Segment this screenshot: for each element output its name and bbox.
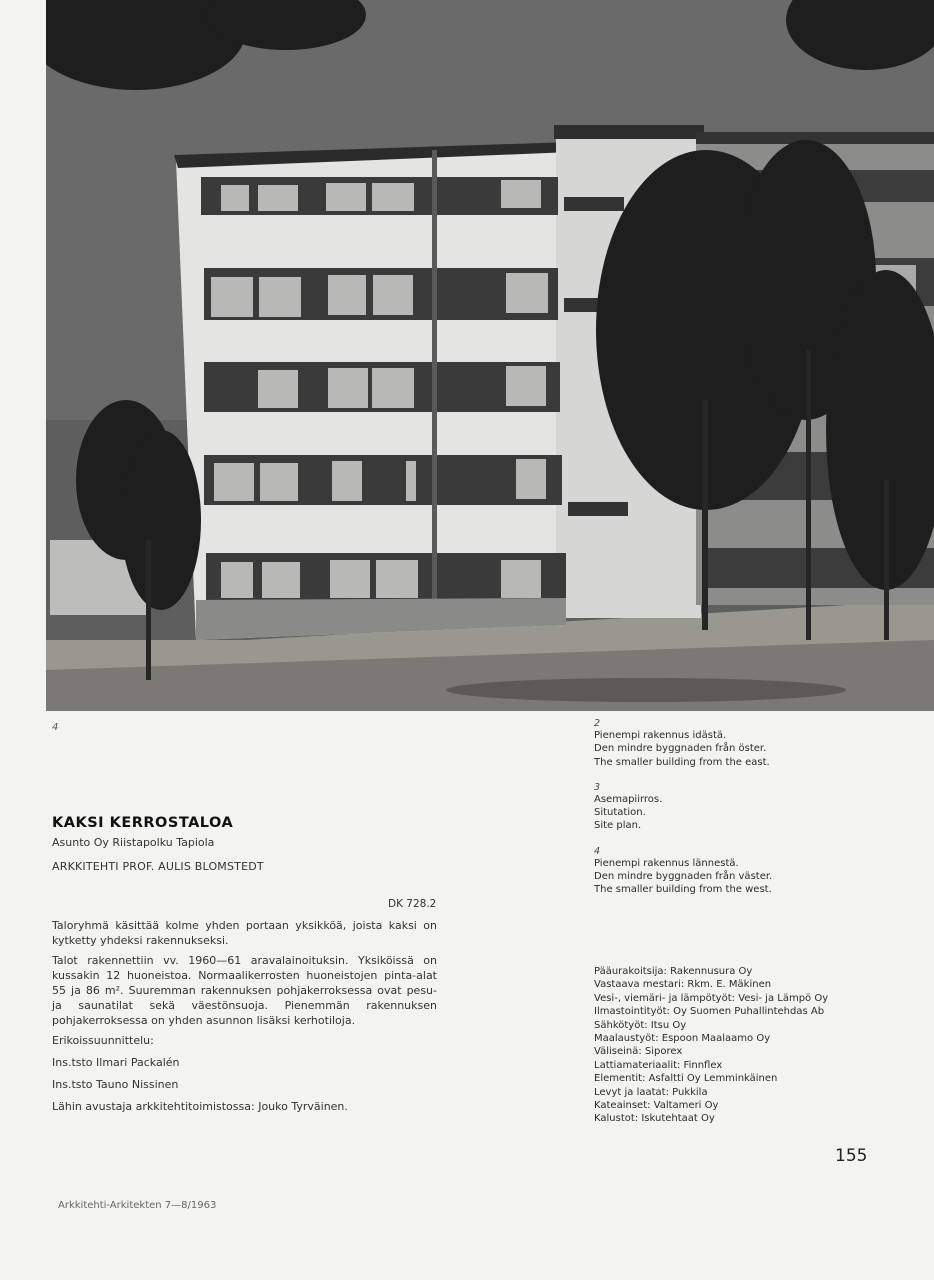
caption-line: Situtation. — [594, 807, 646, 819]
page-number: 155 — [835, 1146, 868, 1166]
caption-line: Site plan. — [594, 820, 642, 832]
caption-2 — [594, 718, 834, 769]
contractor-item: Lattiamateriaalit: Finnflex — [594, 1059, 723, 1071]
caption-line: Pienempi rakennus idästä. — [594, 730, 727, 741]
assistant-credit: Lähin avustaja arkkitehtitoimistossa: Jouko Tyrväinen. — [52, 1100, 348, 1113]
body-paragraph: Taloryhmä käsittää kolme yhden portaan yksikköä, joista kaksi on kytketty yhdeksi rakennukseksi. — [52, 919, 437, 947]
special-designer: Ins.tsto Tauno Nissinen — [52, 1078, 179, 1091]
article-title: KAKSI KERROSTALOA — [52, 815, 234, 831]
contractor-item: Väliseinä: Siporex — [594, 1046, 683, 1058]
contractor-item: Maalaustyöt: Espoon Maalaamo Oy — [594, 1033, 771, 1045]
caption-number: 2 — [594, 718, 601, 729]
caption-line: The smaller building from the east. — [594, 756, 770, 768]
photo-captions — [594, 718, 834, 910]
caption-line: Pienempi rakennus lännestä. — [594, 857, 739, 869]
contractor-item: Kateainset: Valtameri Oy — [594, 1100, 719, 1112]
caption-number: 3 — [594, 781, 601, 793]
figure-number: 4 — [52, 722, 59, 733]
body-paragraph: Talot rakennettiin vv. 1960—61 aravalainoituksin. Yksiköissä on kussakin 12 huoneistoa. Normaalikerrosten huoneistojen pinta-alat 55 ja 86 m². Suuremman rakennuksen pohjakerroksessa ovat pesu- ja saunatilat sekä väestönsuoja. Pienemmän rakennuksen pohjakerroksessa on yhden asunnon lisäksi kerhotiloja. — [52, 954, 437, 1027]
contractor-item: Kalustot: Iskutehtaat Oy — [594, 1113, 715, 1125]
article-subtitle: Asunto Oy Riistapolku Tapiola — [52, 836, 215, 849]
contractor-item: Levyt ja laatat: Pukkila — [594, 1086, 708, 1098]
contractor-item: Vesi-, viemäri- ja lämpötyöt: Vesi- ja Lämpö Oy — [594, 992, 829, 1004]
contractor-item: Ilmastointityöt: Oy Suomen Puhallintehdas Ab — [594, 1006, 825, 1018]
building-photo-illustration — [46, 0, 934, 711]
contractor-item: Elementit: Asfaltti Oy Lemminkäinen — [594, 1073, 778, 1085]
caption-line: Den mindre byggnaden från öster. — [594, 743, 767, 755]
caption-line: Den mindre byggnaden från väster. — [594, 871, 773, 883]
caption-4 — [594, 846, 834, 897]
contractor-item: Sähkötyöt: Itsu Oy — [594, 1019, 687, 1031]
architect-credit: ARKKITEHTI PROF. AULIS BLOMSTEDT — [52, 860, 264, 873]
caption-line: The smaller building from the west. — [594, 884, 772, 896]
journal-footer: Arkkitehti-Arkitekten 7—8/1963 — [58, 1200, 217, 1211]
caption-line: Asemapiirros. — [594, 793, 663, 805]
building-photo — [46, 0, 934, 711]
caption-3 — [594, 782, 834, 833]
special-design-label: Erikoissuunnittelu: — [52, 1034, 154, 1047]
caption-number: 4 — [594, 845, 601, 857]
special-designer: Ins.tsto Ilmari Packalén — [52, 1056, 180, 1069]
classification-code: DK 728.2 — [388, 898, 437, 910]
contractor-item: Vastaava mestari: Rkm. E. Mäkinen — [594, 979, 772, 991]
contractor-item: Pääurakoitsija: Rakennusura Oy — [594, 966, 753, 977]
article-body — [52, 918, 437, 1121]
contractor-list — [594, 965, 854, 1126]
